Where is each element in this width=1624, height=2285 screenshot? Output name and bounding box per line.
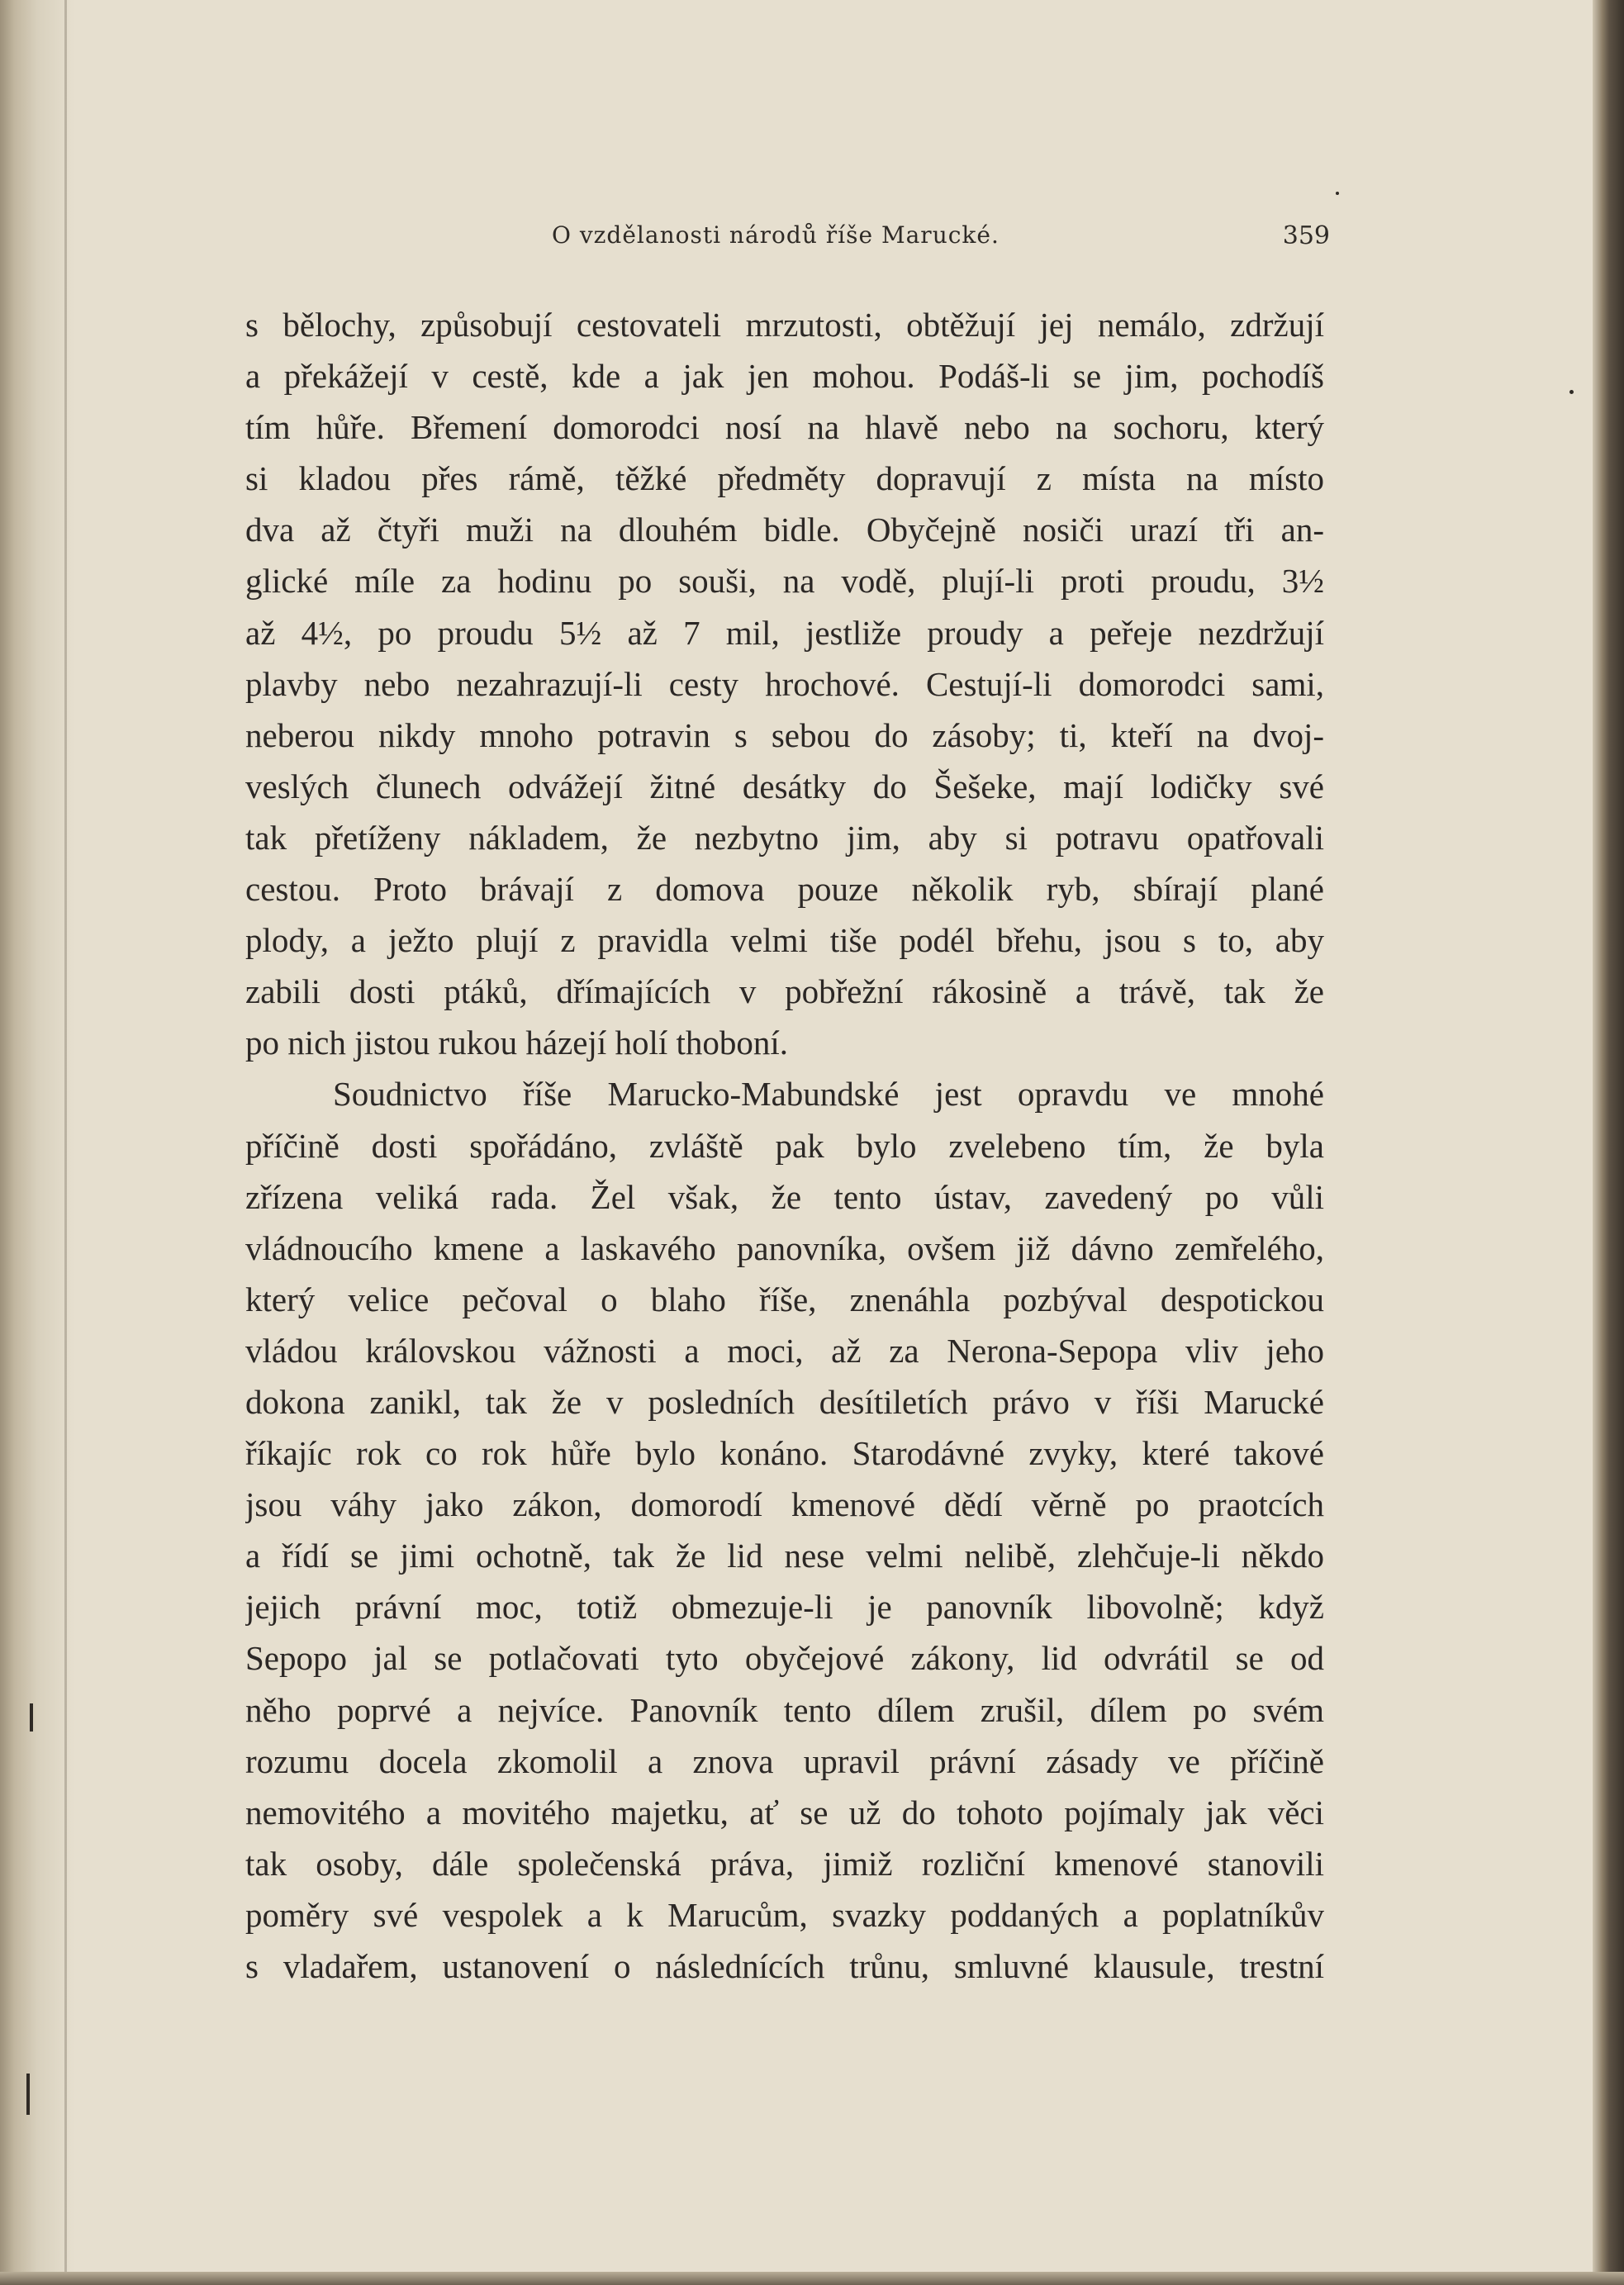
- ink-speck: [1569, 390, 1574, 394]
- running-head: [248, 216, 1330, 258]
- text-line: po nich jistou rukou házejí holí thoboní.: [245, 1024, 789, 1062]
- text-line: rozumu docela zkomolil a znova upravil právní zásady ve příčině: [245, 1741, 1324, 1780]
- text-line: tak přetíženy nákladem, že nezbytno jim, aby si potravu opatřovali: [245, 818, 1324, 857]
- ink-speck: [1336, 192, 1339, 195]
- text-line: a řídí se jimi ochotně, tak že lid nese velmi nelibě, zlehčuje-li někdo: [245, 1537, 1324, 1575]
- page-spine-gutter: [0, 0, 74, 2285]
- text-line: veslých člunech odvážejí žitné desátky do Šešeke, mají lodičky své: [245, 767, 1324, 805]
- text-line: zabili dosti ptáků, dřímajících v pobřežní rákosině a trávě, tak že: [245, 972, 1324, 1011]
- text-line: s vladařem, ustanovení o následnících trůnu, smluvné klausule, trestní: [245, 1947, 1324, 1985]
- text-line: jsou váhy jako zákon, domorodí kmenové dědí věrně po praotcích: [245, 1485, 1324, 1524]
- text-line: glické míle za hodinu po souši, na vodě, plují-li proti proudu, 3½: [245, 562, 1324, 601]
- text-line: příčině dosti spořádáno, zvláště pak bylo zvelebeno tím, že byla: [245, 1126, 1324, 1165]
- text-line: neberou nikdy mnoho potravin s sebou do zásoby; ti, kteří na dvoj-: [245, 715, 1324, 754]
- text-line: cestou. Proto brávají z domova pouze několik ryb, sbírají plané: [245, 870, 1324, 909]
- text-line: a překážejí v cestě, kde a jak jen mohou. Podáš-li se jim, pochodíš: [245, 357, 1324, 396]
- page-bottom-edge: [0, 2272, 1624, 2285]
- page-right-edge-shadow: [1593, 0, 1624, 2285]
- text-line: Soudnictvo říše Marucko-Mabundské jest opravdu ve mnohé: [333, 1075, 1324, 1114]
- gutter-fold-line: [64, 0, 67, 2285]
- text-line: s bělochy, způsobují cestovateli mrzutosti, obtěžují jej nemálo, zdržují: [245, 306, 1324, 344]
- text-line: něho poprvé a nejvíce. Panovník tento dílem zrušil, dílem po svém: [245, 1690, 1324, 1729]
- text-line: plavby nebo nezahrazují-li cesty hrochové. Cestují-li domorodci sami,: [245, 664, 1324, 703]
- text-line: dva až čtyři muži na dlouhém bidle. Obyčejně nosiči urazí tři an-: [245, 511, 1324, 549]
- text-line: tím hůře. Břemení domorodci nosí na hlavě nebo na sochoru, který: [245, 408, 1324, 447]
- text-line: jejich právní moc, totiž obmezuje-li je panovník libovolně; když: [245, 1588, 1324, 1627]
- paragraph: [245, 1068, 1324, 1992]
- text-line: si kladou přes rámě, těžké předměty dopravují z místa na místo: [245, 459, 1324, 498]
- paragraph: [245, 299, 1324, 1068]
- text-line: říkajíc rok co rok hůře bylo konáno. Starodávné zvyky, které takové: [245, 1434, 1324, 1473]
- text-line: plody, a ježto plují z pravidla velmi tiše podél břehu, jsou s to, aby: [245, 921, 1324, 960]
- text-line: Sepopo jal se potlačovati tyto obyčejové zákony, lid odvrátil se od: [245, 1639, 1324, 1678]
- text-line: tak osoby, dále společenská práva, jimiž rozliční kmenové stanovili: [245, 1844, 1324, 1883]
- text-line: vládnoucího kmene a laskavého panovníka, ovšem již dávno zemřelého,: [245, 1228, 1324, 1267]
- text-line: nemovitého a movitého majetku, ať se už do tohoto pojímaly jak věci: [245, 1793, 1324, 1831]
- text-line: dokona zanikl, tak že v posledních desítiletích právo v říši Marucké: [245, 1382, 1324, 1421]
- running-title: O vzdělanosti národů říše Marucké.: [552, 221, 1000, 249]
- text-line: zřízena veliká rada. Žel však, že tento ústav, zavedený po vůli: [245, 1177, 1324, 1216]
- body-text: [245, 299, 1324, 1992]
- margin-mark: [30, 1703, 33, 1732]
- text-line: poměry své vespolek a k Marucům, svazky poddaných a poplatníkův: [245, 1895, 1324, 1934]
- page-number: 359: [1282, 221, 1330, 250]
- text-line: vládou královskou vážnosti a moci, až za Nerona-Sepopa vliv jeho: [245, 1331, 1324, 1370]
- text-line: který velice pečoval o blaho říše, znenáhla pozbýval despotickou: [245, 1280, 1324, 1318]
- margin-mark: [26, 2074, 30, 2115]
- text-line: až 4½, po proudu 5½ až 7 mil, jestliže proudy a peřeje nezdržují: [245, 613, 1324, 652]
